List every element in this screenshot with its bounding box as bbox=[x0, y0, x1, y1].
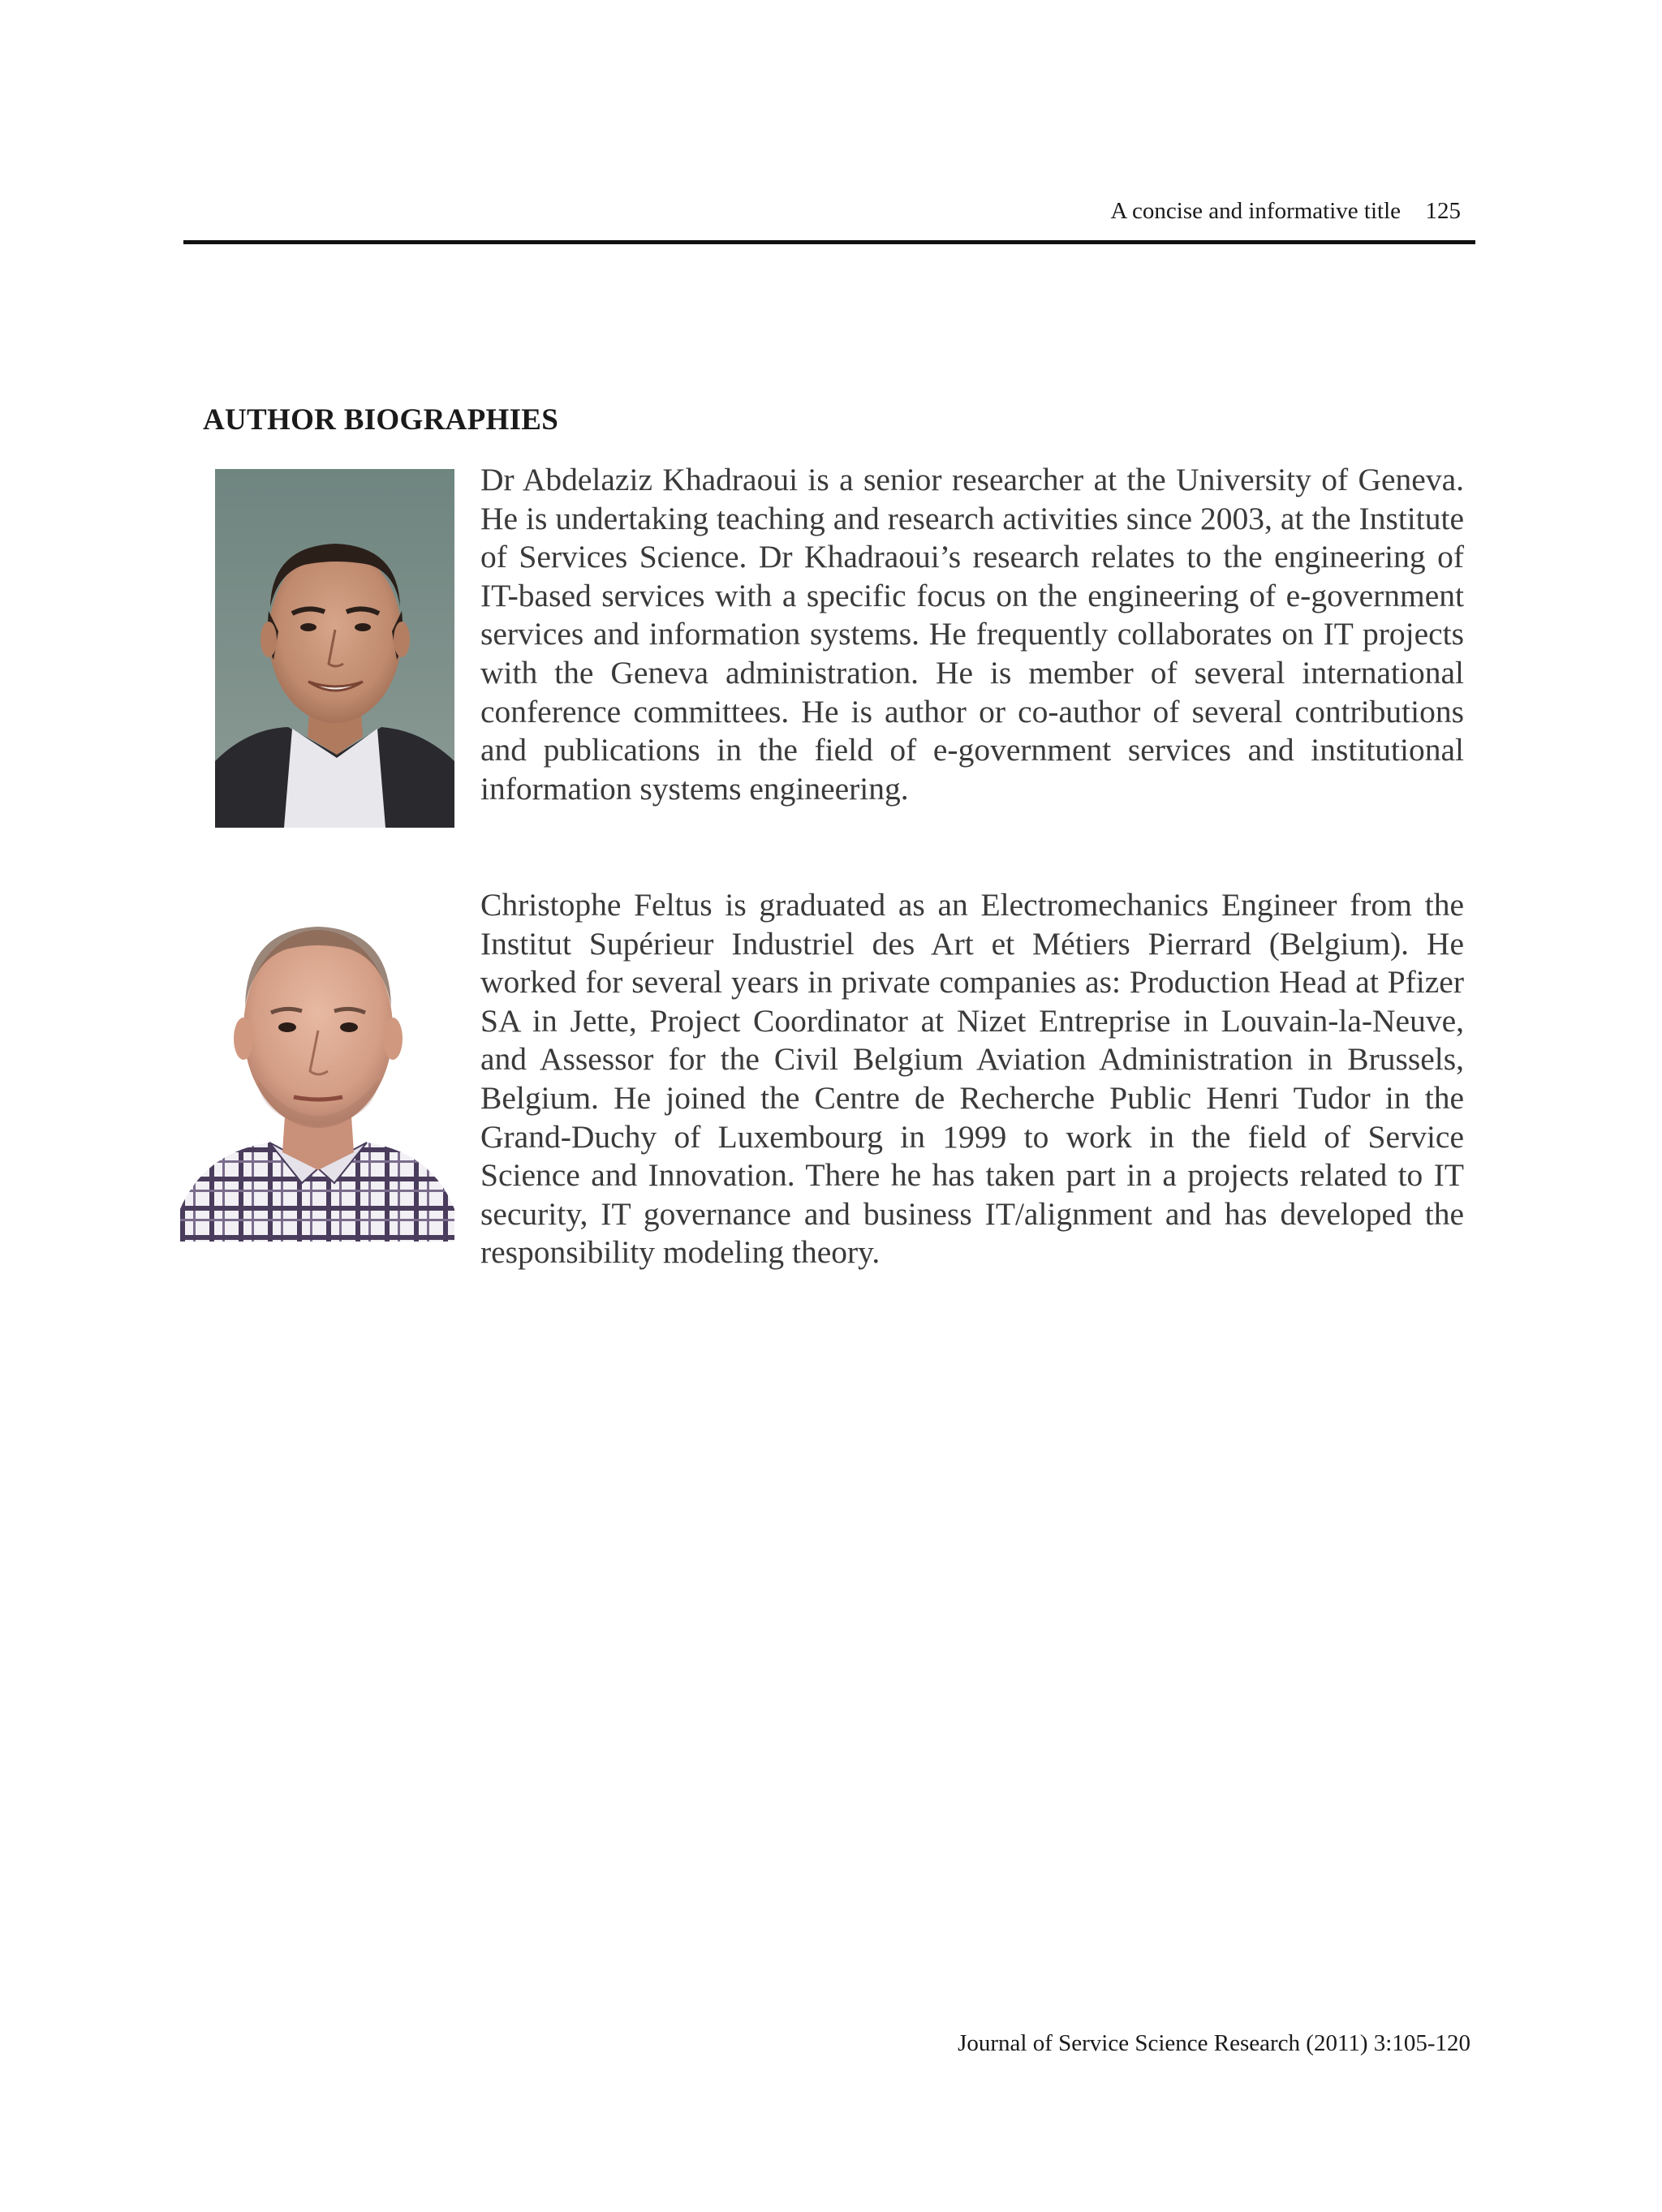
author-portrait-icon bbox=[215, 469, 454, 828]
author-bio: Christophe Feltus is graduated as an Electromechanics Engineer from the Institut Supérieur Industriel des Art et Métiers Pierrard (Belgium). He worked for several years in private companies as: Production Head at Pfizer SA in Jette, Project Coordinator at Nizet Entreprise in Louvain-la-Neuve, and Assessor for the Civil Belgium Aviation Administration in Brussels, Belgium. He joined the Centre de Recherche Public Henri Tudor in the Grand-Duchy of Luxembourg in 1999 to work in the field of Service Science and Innovation. There he has taken part in a projects related to IT security, IT governance and business IT/alignment and has developed the responsibility modeling theory. bbox=[480, 887, 1464, 1271]
running-header bbox=[183, 196, 1475, 226]
page-number: 125 bbox=[1425, 198, 1461, 224]
author-bio: Dr Abdelaziz Khadraoui is a senior researcher at the University of Geneva. He is undertaking teaching and research activities since 2003, at the Institute of Services Science. Dr Khadraoui’s research relates to the engineering of IT-based services with a specific focus on the engineering of e-government services and information systems. He frequently collaborates on IT projects with the Geneva administration. He is member of several international conference committees. He is author or co-author of several contributions and publications in the field of e-government services and institutional information systems engineering. bbox=[480, 462, 1464, 807]
header-rule bbox=[183, 240, 1475, 244]
author-portrait-icon bbox=[180, 884, 454, 1242]
footer-citation: Journal of Service Science Research (2011) 3:105-120 bbox=[958, 2030, 1470, 2056]
running-title: A concise and informative title bbox=[1110, 198, 1401, 224]
section-heading: AUTHOR BIOGRAPHIES bbox=[203, 403, 559, 437]
